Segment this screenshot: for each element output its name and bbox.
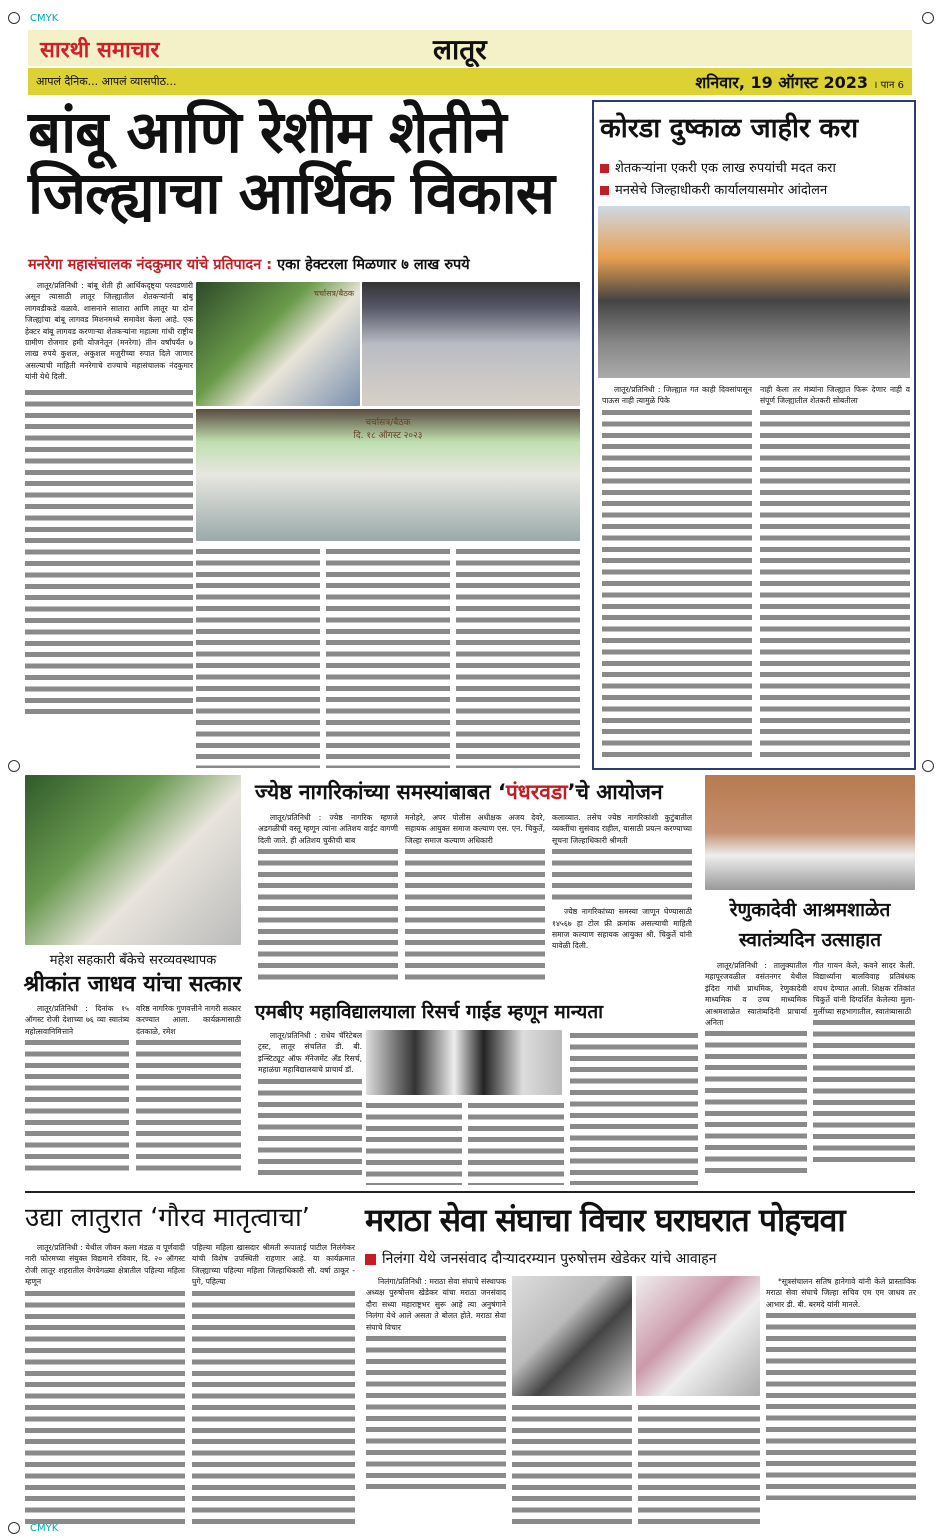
gaurav-text: लातूर/प्रतिनिधी : येथील जीवन कला मंडळ व पूर्णवादी नारी फोरमच्या संयुक्त विद्यमाने रविवार, दि. २० ऑगस्ट रोजी लातूर शहरातील वेगवेगळ्या क्षेत्रातील पहिल्या महिला म्हणून (25, 1243, 185, 1287)
registration-mark-icon (8, 760, 20, 772)
maratha-col1 (366, 1276, 506, 1524)
gaurav-col2 (192, 1242, 355, 1524)
renuka-col1 (705, 960, 807, 1188)
text-texture (25, 1037, 129, 1177)
gaurav-col1 (25, 1242, 185, 1524)
lead-body-col2 (196, 546, 320, 768)
photo-banner-text: चर्चासत्र/बैठक (365, 418, 411, 428)
renuka-text: लातूर/प्रतिनिधी : तालुक्यातील महापूरजवळील वसंतनगर येथील इंदिरा गांधी प्राथमिक, रेणुकादेवी माध्यमिक व उच्च माध्यमिक आश्रमशाळेत स्वातंत्र्यदिनी प्राचार्या अनिता (705, 961, 807, 1028)
registration-mark-icon (922, 760, 934, 772)
text-texture (366, 1333, 506, 1493)
maratha-subhead (365, 1249, 717, 1268)
headline-part: ज्येष्ठ नागरिकांच्या समस्यांबाबत ‘ (255, 780, 506, 804)
korda-body-col2 (760, 384, 910, 764)
lead-subhead (28, 254, 583, 274)
lead-photo-book-launch (196, 409, 580, 541)
tagline: आपलं दैनिक... आपलं व्यासपीठ... (36, 75, 177, 88)
text-texture (705, 1028, 807, 1178)
date-text: शनिवार, 19 ऑगस्ट 2023 (695, 73, 869, 92)
jyeshtha-text: मनोहरे, अपर पोलीस अधीक्षक अजय देवरे, सहायक आयुक्त समाज कल्याण एस. एन. चिकुर्ते, जिल्हा समाज कल्याण अधिकारी (405, 813, 545, 845)
lead-headline-line2: जिल्ह्याचा आर्थिक विकास (28, 158, 554, 227)
korda-body-text: नाही केला तर मंत्र्यांना जिल्ह्यात फिरू देणार नाही व संपूर्ण जिल्ह्यातील शेतकरी सोबतीला (760, 385, 910, 406)
text-texture (25, 1288, 185, 1524)
text-texture (405, 846, 545, 986)
bullet-icon (365, 1254, 376, 1265)
issue-date (695, 71, 904, 93)
korda-bullet-1 (600, 158, 836, 176)
maratha-text: *सूत्रसंचालन सतिष हानेगावे यांनी केले प्रास्ताविक मराठा सेवा संघाचे जिल्हा सचिव एम एम जाधव तर आभार डी. बी. बरमदे यांनी मानले. (766, 1277, 916, 1309)
maratha-col4 (766, 1276, 916, 1524)
text-texture (760, 407, 910, 757)
page-number: । पान 6 (873, 80, 904, 91)
gaurav-headline: उद्या लातुरात ‘गौरव मातृत्वाचा’ (25, 1203, 310, 1233)
text-texture (552, 846, 692, 906)
mahesh-body-col2 (136, 1003, 241, 1188)
korda-body-text: लातूर/प्रतिनिधी : जिल्ह्यात गत काही दिवसांपासून पाऊस नाही त्यामुळे पिके (602, 385, 752, 406)
mba-body-col1 (258, 1030, 362, 1185)
mahesh-headline: श्रीकांत जाधव यांचा सत्कार (23, 972, 242, 997)
maratha-photo-2 (636, 1276, 760, 1396)
mahesh-caption: महेश सहकारी बँकेचे सरव्यवस्थापक (49, 953, 217, 968)
lead-headline (28, 98, 583, 227)
mba-body-text: लातूर/प्रतिनिधी : राधेय चॅरिटेबल ट्रस्ट, लातूर संचलित डी. बी. इन्स्टिट्यूट ऑफ मॅनेजमेंट अँड रिसर्च, महाळंग्रा महाविद्यालयाचे प्राचार्य डॉ. (258, 1031, 362, 1075)
subhead-text: निलंगा येथे जनसंवाद दौऱ्यादरम्यान पुरुषोत्तम खेडेकर यांचे आवाहन (382, 1251, 717, 1267)
text-texture (602, 407, 752, 757)
renuka-headline-line1: रेणुकादेवी आश्रमशाळेत (729, 899, 891, 921)
mahesh-body-text: लातूर/प्रतिनिधी : दिनांक १५ ऑगस्ट रोजी देशाच्या ७६ व्या स्वातंत्र्य महोत्सवानिमित्ताने (25, 1004, 129, 1036)
edition-city: लातूर (433, 33, 487, 66)
photo-banner-text: चर्चासत्र/बैठक (313, 289, 354, 298)
jyeshtha-text: कलाव्यात. तसेच ज्येष्ठ नागरिकांशी कुटुंबातील व्यक्तींचा सुसंवाद राहील, यासाठी प्रयत्न करण्याच्या सूचना जिल्हाधिकारी श्रीमती (552, 813, 692, 845)
lead-photo-speaker (196, 282, 360, 406)
mahesh-felicitation-photo (25, 775, 241, 945)
mahesh-body-col1 (25, 1003, 129, 1188)
mba-headline: एमबीए महाविद्यालयाला रिसर्च गाईड म्हणून मान्यता (255, 1001, 604, 1023)
lead-photo-audience (362, 282, 580, 406)
maratha-text: निलंगा/प्रतिनिधी : मराठा सेवा संघाचे संस्थापक अध्यक्ष पुरुषोत्तम खेडेकर यांचा मराठा जनसंवाद दौरा सध्या महाराष्ट्रभर सुरू आहे त्या अनुषंगाने निलंगा येथे आले असता ते बोलत होते. मराठा सेवा संघाचे विचार (366, 1277, 506, 1332)
date-strip (28, 68, 912, 95)
jyeshtha-col2 (405, 812, 545, 987)
maratha-photo-1 (512, 1276, 632, 1396)
lead-body-col4 (456, 546, 580, 768)
jyeshtha-text: ज्येष्ठ नागरिकांच्या समस्या जाणून घेण्यासाठी १४५६७ हा टोल फ्री क्रमांक असल्याची माहिती समाज कल्याण सहायक आयुक्त श्री. चिकुर्ते यांनी यावेळी दिली. (552, 907, 692, 951)
registration-mark-icon (8, 1522, 20, 1534)
cmyk-mark: CMYK (30, 13, 59, 24)
paper-name: सारथी समाचार (40, 38, 160, 63)
renuka-headline-line2: स्वातंत्र्यदिन उत्साहात (738, 929, 882, 951)
renuka-text: गीत गायन केले, कवने सादर केली. विद्यार्थ्यांना बालविवाह प्रतिबंधक शपथ देण्यात आली. शिक्षक रतिकांत चिकुर्ते यांनी दिग्दर्शित केलेल्या मुला-मुलींच्या सहभागातील, स्वातंत्र्यासाठी (813, 961, 915, 1016)
registration-mark-icon (922, 12, 934, 24)
text-texture (766, 1310, 916, 1500)
headline-red: पंधरवडा (505, 780, 568, 804)
text-texture (813, 1017, 915, 1167)
bullet-text: मनसेचे जिल्हाधीकरी कार्यालयासमोर आंदोलन (615, 183, 828, 198)
cmyk-mark-bottom: CMYK (30, 1523, 59, 1534)
mba-body-col4 (570, 1030, 698, 1185)
maratha-col3 (638, 1402, 760, 1524)
renuka-photo (705, 775, 915, 890)
mba-body-col2 (366, 1100, 462, 1185)
jyeshtha-col3 (552, 812, 692, 987)
mahesh-body-text: वरिष्ठ नागरिक गुणवत्तीने नागरी सत्कार करण्यात आला. कार्यक्रमासाठी दंतकाळे, रमेश (136, 1004, 241, 1036)
masthead (28, 30, 912, 66)
photo-banner-date: दि. १८ ऑगस्ट २०२३ (353, 431, 423, 441)
headline-part: ’चे आयोजन (567, 780, 663, 804)
section-divider (25, 1191, 915, 1193)
korda-headline: कोरडा दुष्काळ जाहीर करा (600, 113, 859, 144)
mba-body-col3 (468, 1100, 564, 1185)
text-texture (25, 387, 193, 717)
lead-headline-line1: बांबू आणि रेशीम शेतीने (28, 98, 506, 166)
text-texture (258, 846, 398, 986)
korda-body-col1 (602, 384, 752, 764)
text-texture (258, 1076, 362, 1176)
subhead-black: एका हेक्टरला मिळणार ७ लाख रुपये (277, 257, 470, 273)
jyeshtha-headline (255, 778, 700, 806)
text-texture (192, 1288, 355, 1524)
subhead-red: मनरेगा महासंचालक नंदकुमार यांचे प्रतिपादन : (28, 257, 273, 273)
jyeshtha-col1 (258, 812, 398, 987)
korda-bullet-2 (600, 180, 827, 198)
lead-body-col1 (25, 280, 193, 770)
lead-body-col3 (326, 546, 450, 768)
maratha-col2 (512, 1402, 632, 1524)
jyeshtha-text: लातूर/प्रतिनिधी : ज्येष्ठ नागरिक म्हणजे अडगळीची वस्तू म्हणून त्यांना अतिशय वाईट वागणी दिली जाते. ही अतिशय चुकीची बाब (258, 813, 398, 845)
korda-story-box (592, 100, 916, 770)
mba-photo (366, 1030, 562, 1095)
gaurav-text: पहिल्या महिला खासदार श्रीमती रूपाताई पाटील निलंगेकर यांची विशेष उपस्थिती राहणार आहे. या कार्यक्रमात जिल्ह्याच्या पहिल्या महिला जिल्हाधिकारी सौ. वर्षा ठाकूर - घुगे, पहिल्या (192, 1243, 355, 1287)
renuka-col2 (813, 960, 915, 1188)
registration-mark-icon (8, 12, 20, 24)
bullet-icon (600, 186, 609, 195)
maratha-headline: मराठा सेवा संघाचा विचार घराघरात पोहचवा (365, 1201, 845, 1239)
korda-protest-photo (598, 206, 910, 378)
text-texture (136, 1037, 241, 1177)
bullet-text: शेतकऱ्यांना एकरी एक लाख रुपयांची मदत करा (615, 161, 836, 176)
renuka-headline (700, 895, 920, 955)
bullet-icon (600, 164, 609, 173)
lead-body-intro: लातूर/प्रतिनिधी : बांबू शेती ही आर्थिकदृष्ट्या परवडणारी असून त्यासाठी लातूर जिल्ह्यातील शेतकऱ्यांनी बांबू लागवडीकडे वळावे. शासनाने सातारा आणि लातूर या दोन जिल्ह्यांचा बांबू लागवड मिशनमध्ये समावेश केला आहे. एक हेक्टर बांबू लागवड करणाऱ्या शेतकऱ्यांना महात्मा गांधी राष्ट्रीय ग्रामीण रोजगार हमी योजनेतून (मनरेगा) तीन वर्षांपर्यंत ७ लाख रुपये कुशल, अकुशल मजुरीच्या रुपात दिले जाणार असल्याची माहिती मनरेगाचे राज्याचे महासंचालक नंदकुमार यांनी येथे दिली. (25, 281, 193, 382)
